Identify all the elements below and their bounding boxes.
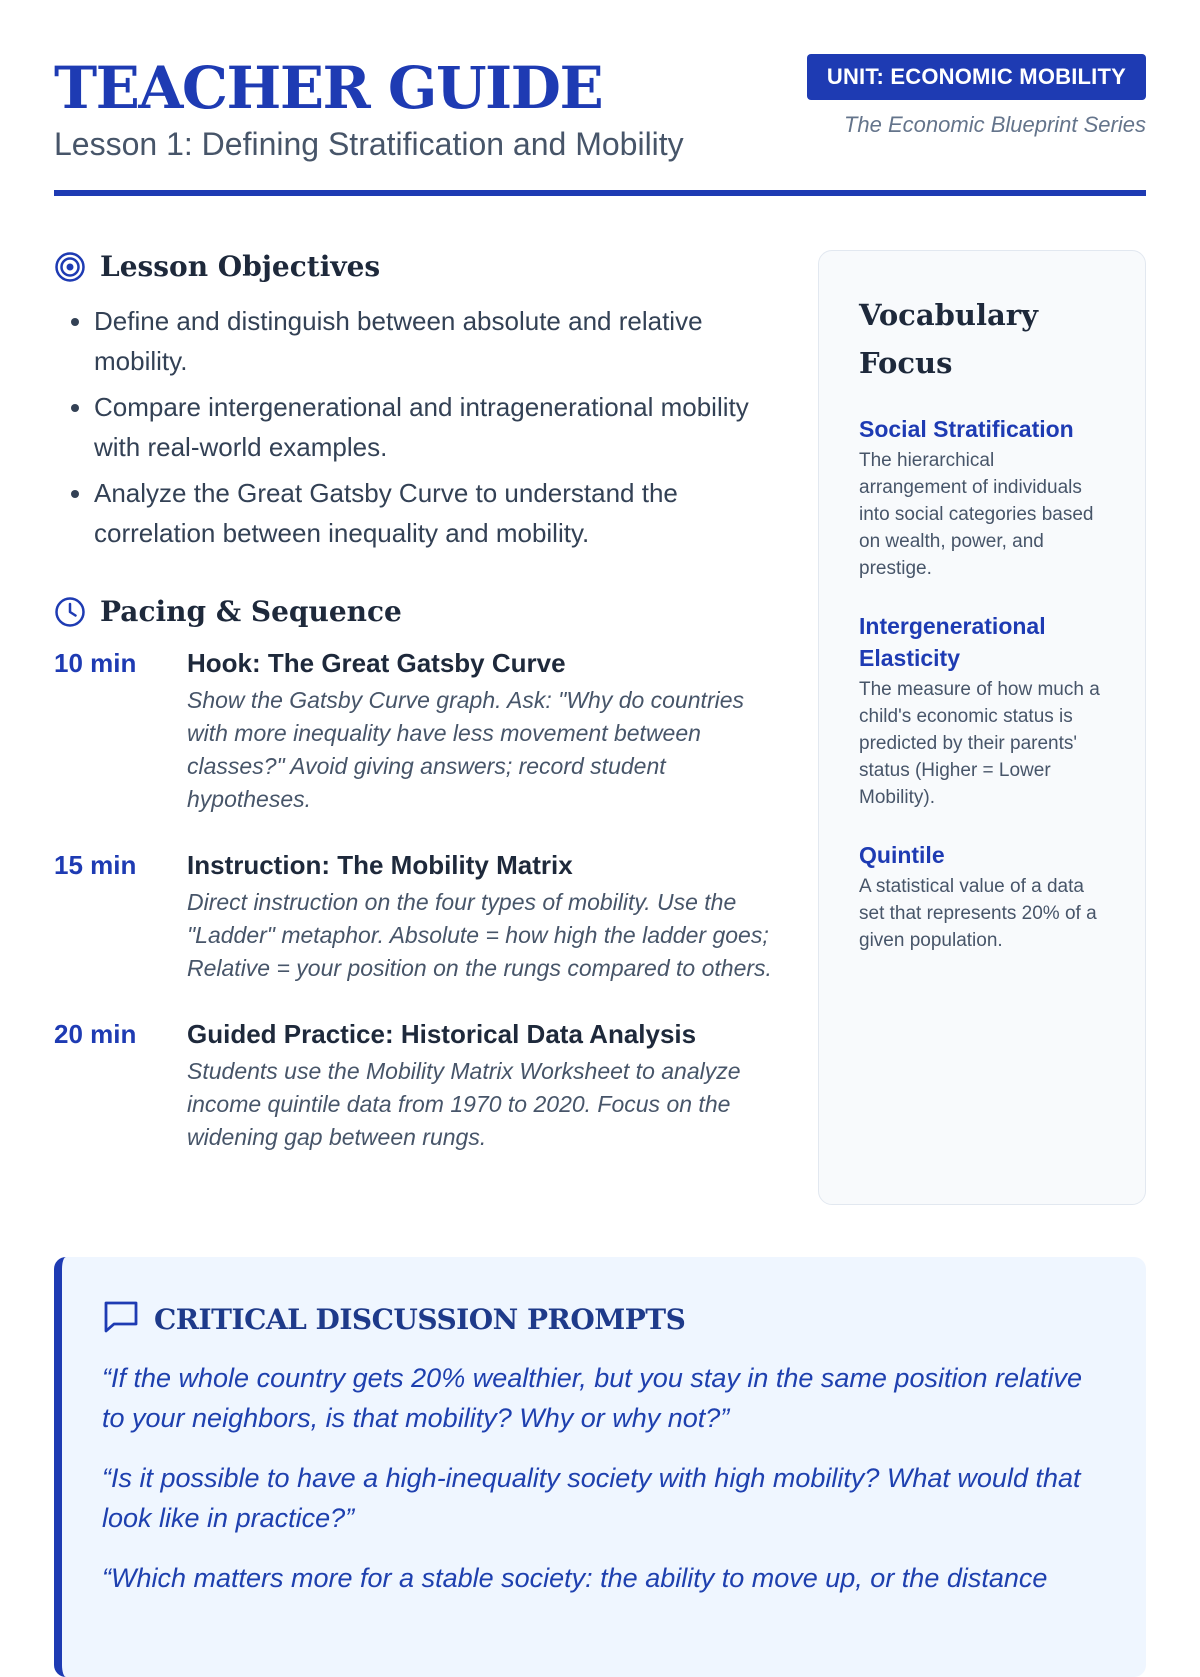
pacing-activity-desc: Direct instruction on the four types of mobility. Use the "Ladder" metaphor. Absolute = how high the ladder goes; Relative = your position on the rungs compared to others. bbox=[187, 889, 772, 981]
objective-item: • Analyze the Great Gatsby Curve to understand the correlation between inequality and mobility. bbox=[94, 473, 774, 553]
objectives-section bbox=[54, 250, 774, 553]
pacing-activity-desc: Show the Gatsby Curve graph. Ask: "Why do countries with more inequality have less movement between classes?" Avoid giving answers; record student hypotheses. bbox=[187, 687, 745, 812]
objective-item: • Compare intergenerational and intragenerational mobility with real-world examples. bbox=[94, 387, 774, 467]
discussion-prompt: “Is it possible to have a high-inequality society with high mobility? What would that look like in practice?” bbox=[102, 1463, 1081, 1533]
unit-badge: UNIT: ECONOMIC MOBILITY bbox=[807, 54, 1146, 100]
main-column bbox=[54, 250, 774, 1205]
pacing-activity-title: Instruction: The Mobility Matrix bbox=[187, 850, 573, 880]
term-definition: The hierarchical arrangement of individuals into social categories based on wealth, power, and prestige. bbox=[859, 450, 1094, 579]
vocabulary-title: Vocabulary Focus bbox=[859, 298, 1038, 380]
discussion-title: CRITICAL DISCUSSION PROMPTS bbox=[154, 1303, 686, 1336]
pacing-item bbox=[54, 646, 774, 816]
page-title: TEACHER GUIDE bbox=[54, 54, 603, 122]
pacing-activity-desc: Students use the Mobility Matrix Worksheet to analyze income quintile data from 1970 to 2020. Focus on the widening gap between rungs. bbox=[187, 1058, 741, 1150]
pacing-item bbox=[54, 1017, 774, 1154]
pacing-activity-title: Guided Practice: Historical Data Analysis bbox=[187, 1019, 697, 1049]
page-header bbox=[54, 54, 1146, 196]
term-name: Social Stratification bbox=[859, 416, 1074, 442]
pacing-body bbox=[187, 1017, 774, 1154]
objectives-header bbox=[54, 250, 774, 283]
objective-item: • Define and distinguish between absolute and relative mobility. bbox=[94, 301, 774, 381]
pacing-time: 20 min bbox=[54, 1019, 137, 1049]
speech-bubble-icon bbox=[102, 1299, 140, 1340]
pacing-time: 15 min bbox=[54, 850, 137, 880]
vocabulary-term bbox=[859, 610, 1105, 811]
term-definition: A statistical value of a data set that represents 20% of a given population. bbox=[859, 876, 1097, 951]
vocabulary-term bbox=[859, 839, 1105, 954]
pacing-body bbox=[187, 646, 774, 816]
pacing-item bbox=[54, 848, 774, 985]
header-titles bbox=[54, 54, 684, 164]
lesson-subtitle: Lesson 1: Defining Stratification and Mobility bbox=[54, 126, 684, 162]
objectives-list bbox=[54, 301, 774, 553]
vocabulary-panel bbox=[818, 250, 1146, 1205]
discussion-prompt: “Which matters more for a stable society: the ability to move up, or the distance bbox=[102, 1563, 1048, 1593]
pacing-title: Pacing & Sequence bbox=[100, 595, 402, 628]
pacing-time: 10 min bbox=[54, 648, 137, 678]
term-name: Intergenerational Elasticity bbox=[859, 613, 1046, 671]
discussion-prompt: “If the whole country gets 20% wealthier, but you stay in the same position relative to your neighbors, is that mobility? Why or why not?” bbox=[102, 1363, 1083, 1433]
series-name: The Economic Blueprint Series bbox=[843, 112, 1146, 137]
pacing-header bbox=[54, 595, 774, 628]
header-meta bbox=[807, 54, 1146, 138]
term-name: Quintile bbox=[859, 842, 945, 868]
objectives-title: Lesson Objectives bbox=[100, 250, 381, 283]
vocabulary-term bbox=[859, 413, 1105, 582]
content-area bbox=[54, 250, 1146, 1205]
pacing-body bbox=[187, 848, 774, 985]
pacing-section bbox=[54, 595, 774, 1154]
term-definition: The measure of how much a child's economic status is predicted by their parents' status (Higher = Lower Mobility). bbox=[859, 679, 1100, 808]
clock-icon bbox=[54, 596, 86, 628]
discussion-section bbox=[54, 1257, 1146, 1677]
discussion-header bbox=[102, 1299, 1104, 1340]
target-icon bbox=[54, 251, 86, 283]
pacing-activity-title: Hook: The Great Gatsby Curve bbox=[187, 648, 566, 678]
